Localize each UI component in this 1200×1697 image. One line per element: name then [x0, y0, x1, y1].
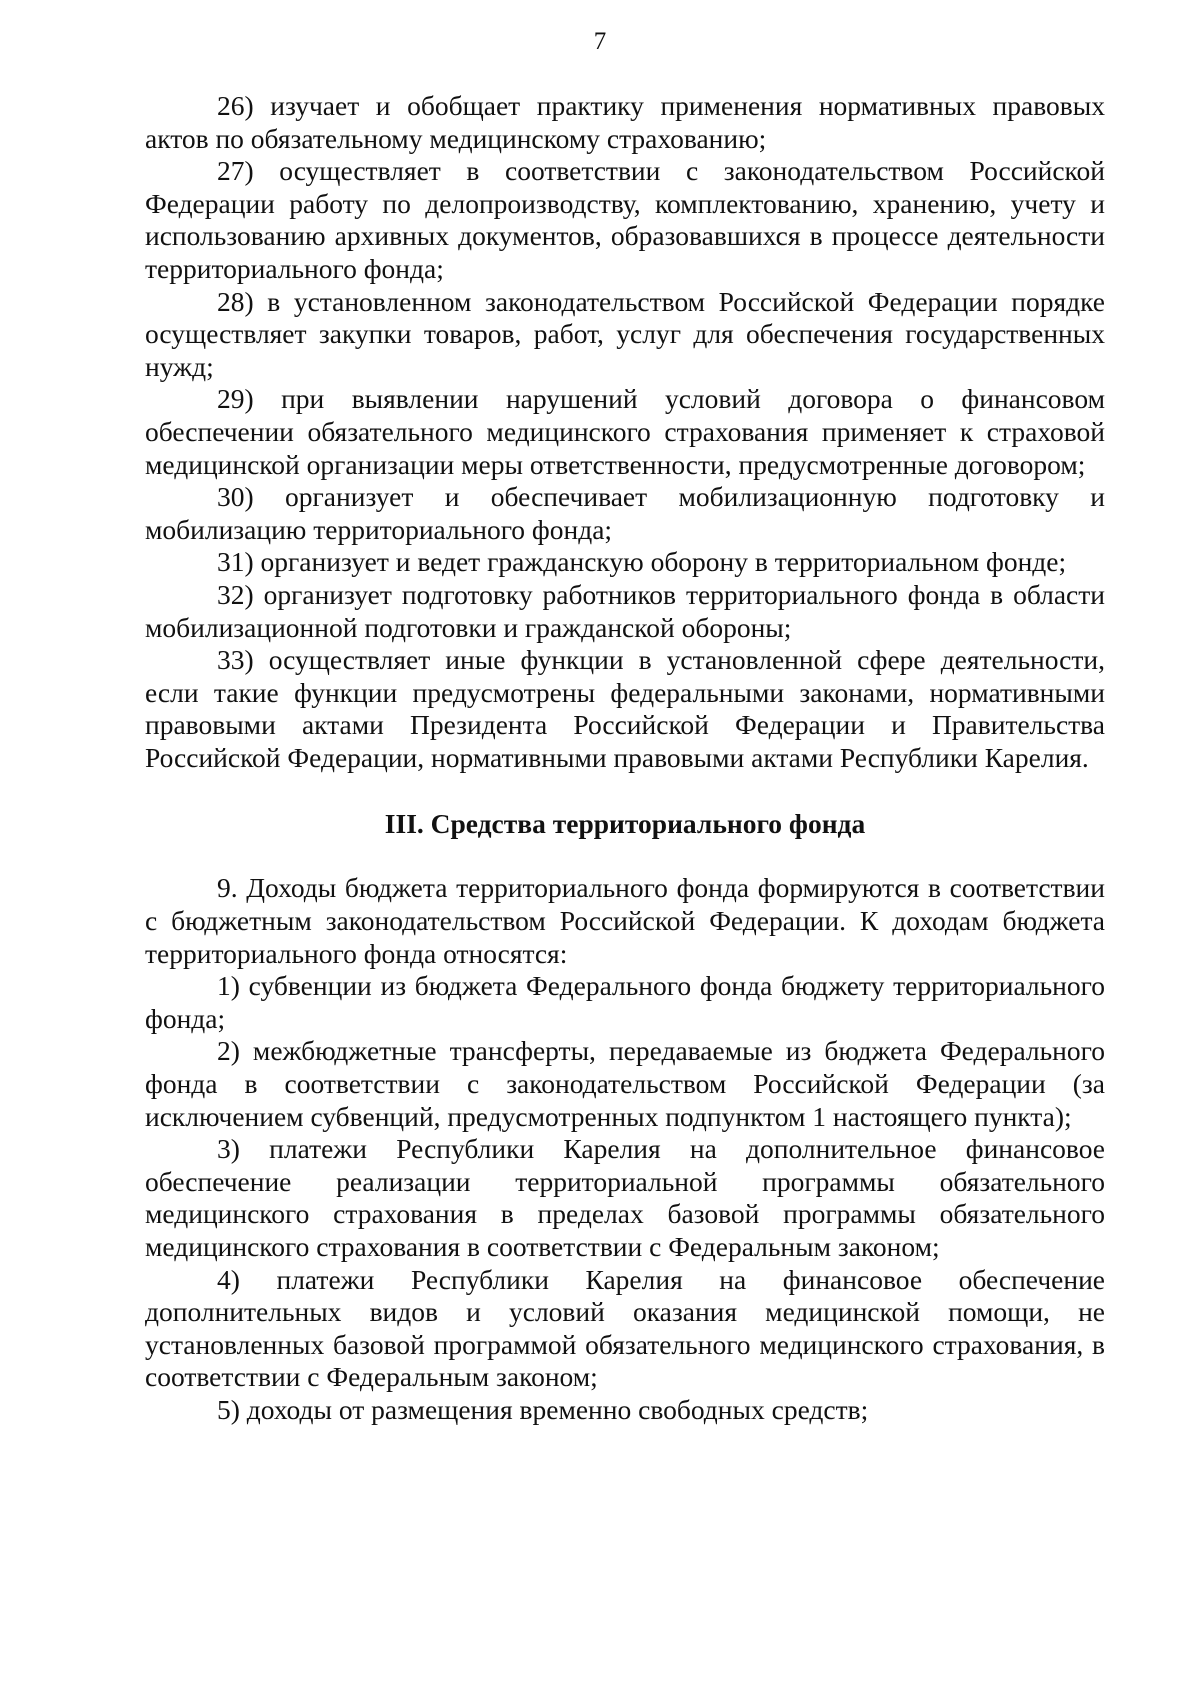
paragraph-item-30: 30) организует и обеспечивает мобилизационную подготовку и мобилизацию территориального фонда;: [145, 481, 1105, 545]
paragraph-point-9: 9. Доходы бюджета территориального фонда формируются в соответствии с бюджетным законодательством Российской Федерации. К доходам бюджета территориального фонда относятся:: [145, 872, 1105, 969]
paragraph-subitem-2: 2) межбюджетные трансферты, передаваемые из бюджета Федерального фонда в соответствии с законодательством Российской Федерации (за исключением субвенций, предусмотренных подпунктом 1 настоящего пункта);: [145, 1035, 1105, 1132]
paragraph-subitem-5: 5) доходы от размещения временно свободных средств;: [217, 1393, 869, 1425]
page-number: 7: [593, 28, 607, 55]
paragraph-item-28: 28) в установленном законодательством Российской Федерации порядке осуществляет закупки товаров, работ, услуг для обеспечения государственных нужд;: [145, 285, 1105, 382]
paragraph-item-26: 26) изучает и обобщает практику применения нормативных правовых актов по обязательному медицинскому страхованию;: [145, 90, 1105, 154]
paragraph-item-31: 31) организует и ведет гражданскую оборону в территориальном фонде;: [217, 546, 1067, 578]
paragraph-subitem-1: 1) субвенции из бюджета Федерального фонда бюджету территориального фонда;: [145, 970, 1105, 1034]
paragraph-item-27: 27) осуществляет в соответствии с законодательством Российской Федерации работу по делопроизводству, комплектованию, хранению, учету и использованию архивных документов, образовавшихся в процессе деятельности территориального фонда;: [145, 155, 1105, 284]
paragraph-item-29: 29) при выявлении нарушений условий договора о финансовом обеспечении обязательного медицинского страхования применяет к страховой медицинской организации меры ответственности, предусмотренные договором;: [145, 383, 1105, 480]
document-body: [145, 90, 1105, 1427]
section-heading: III. Средства территориального фонда: [384, 808, 866, 840]
paragraph-subitem-3: 3) платежи Республики Карелия на дополнительное финансовое обеспечение реализации территориальной программы обязательного медицинского страхования в пределах базовой программы обязательного медицинского страхования в соответствии с Федеральным законом;: [145, 1133, 1105, 1262]
paragraph-subitem-4: 4) платежи Республики Карелия на финансовое обеспечение дополнительных видов и условий оказания медицинской помощи, не установленных базовой программой обязательного медицинского страхования, в соответствии с Федеральным законом;: [145, 1263, 1105, 1393]
paragraph-item-32: 32) организует подготовку работников территориального фонда в области мобилизационной подготовки и гражданской обороны;: [145, 578, 1105, 643]
paragraph-item-33: 33) осуществляет иные функции в установленной сфере деятельности, если такие функции предусмотрены федеральными законами, нормативными правовыми актами Президента Российской Федерации и Правительства Российской Федерации, нормативными правовыми актами Республики Карелия.: [145, 644, 1105, 773]
